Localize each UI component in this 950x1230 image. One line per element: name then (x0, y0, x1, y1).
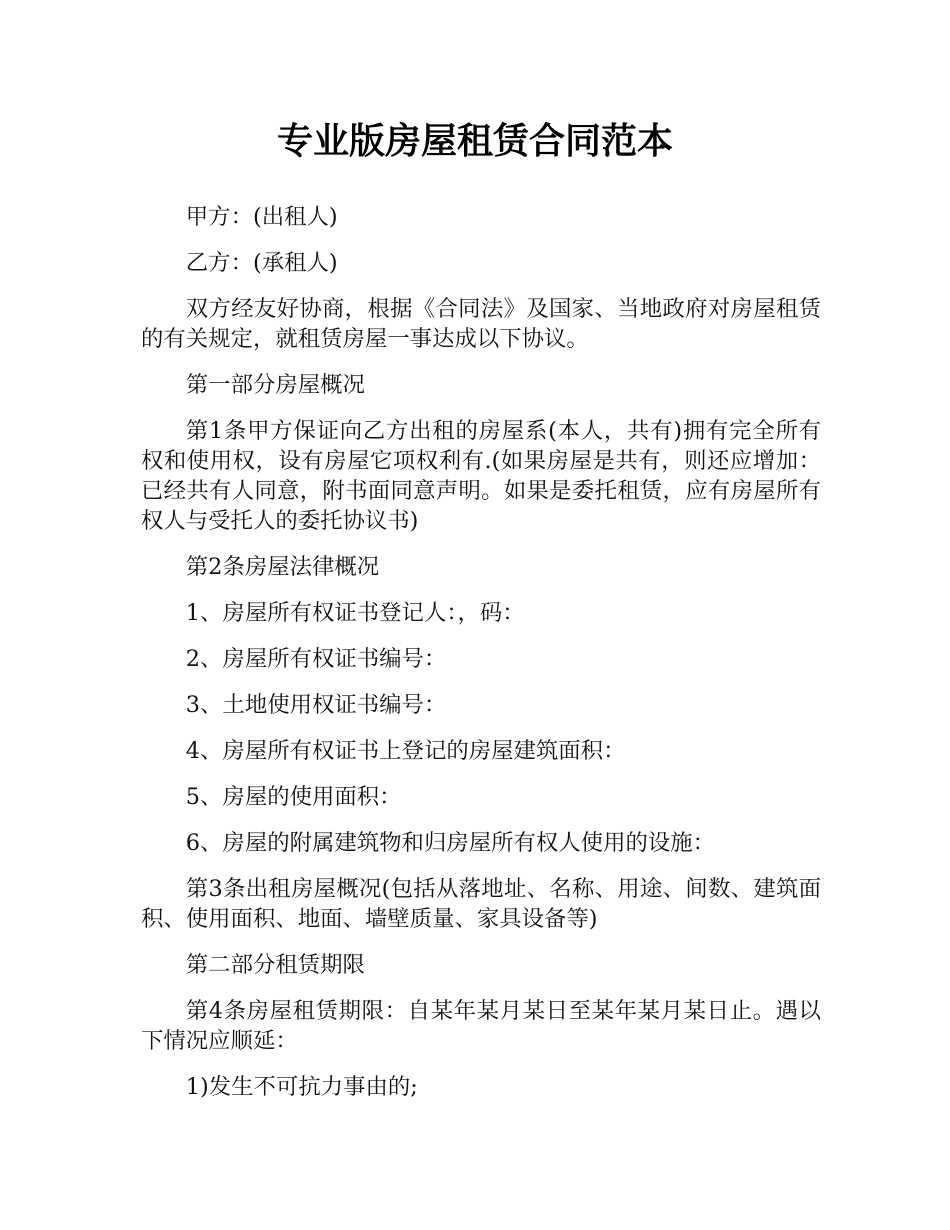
list-item: 5、房屋的使用面积： (185, 784, 402, 810)
party-b-line: 乙方：(承租人) (185, 250, 338, 276)
document-title: 专业版房屋租赁合同范本 (276, 121, 673, 162)
list-item: 6、房屋的附属建筑物和归房屋所有权人使用的设施： (185, 830, 716, 856)
list-item: 4、房屋所有权证书上登记的房屋建筑面积： (185, 738, 626, 764)
article-3-paragraph: 第3条出租房屋概况(包括从落地址、名称、用途、间数、建筑面积、使用面积、地面、墙壁质量、家具设备等) (141, 876, 821, 932)
document-body (141, 202, 821, 1118)
article-2-heading: 第2条房屋法律概况 (185, 554, 380, 580)
section-heading-part-one: 第一部分房屋概况 (185, 372, 365, 398)
article-4-paragraph: 第4条房屋租赁期限：自某年某月某日至某年某月某日止。遇以下情况应顺延： (141, 998, 821, 1054)
preamble-paragraph: 双方经友好协商，根据《合同法》及国家、当地政府对房屋租赁的有关规定，就租赁房屋一事达成以下协议。 (141, 296, 821, 352)
section-heading-part-two: 第二部分租赁期限 (185, 952, 365, 978)
list-item: 3、土地使用权证书编号： (185, 692, 447, 718)
article-1-paragraph: 第1条甲方保证向乙方出租的房屋系(本人，共有)拥有完全所有权和使用权，设有房屋它项权利有.(如果房屋是共有，则还应增加：已经共有人同意，附书面同意声明。如果是委托租赁，应有房屋所有权人与受托人的委托协议书) (141, 418, 821, 534)
list-item: 1、房屋所有权证书登记人：，码： (185, 600, 525, 626)
list-item: 1)发生不可抗力事由的; (185, 1074, 418, 1100)
list-item: 2、房屋所有权证书编号： (185, 646, 447, 672)
party-a-line: 甲方：(出租人) (185, 204, 338, 230)
